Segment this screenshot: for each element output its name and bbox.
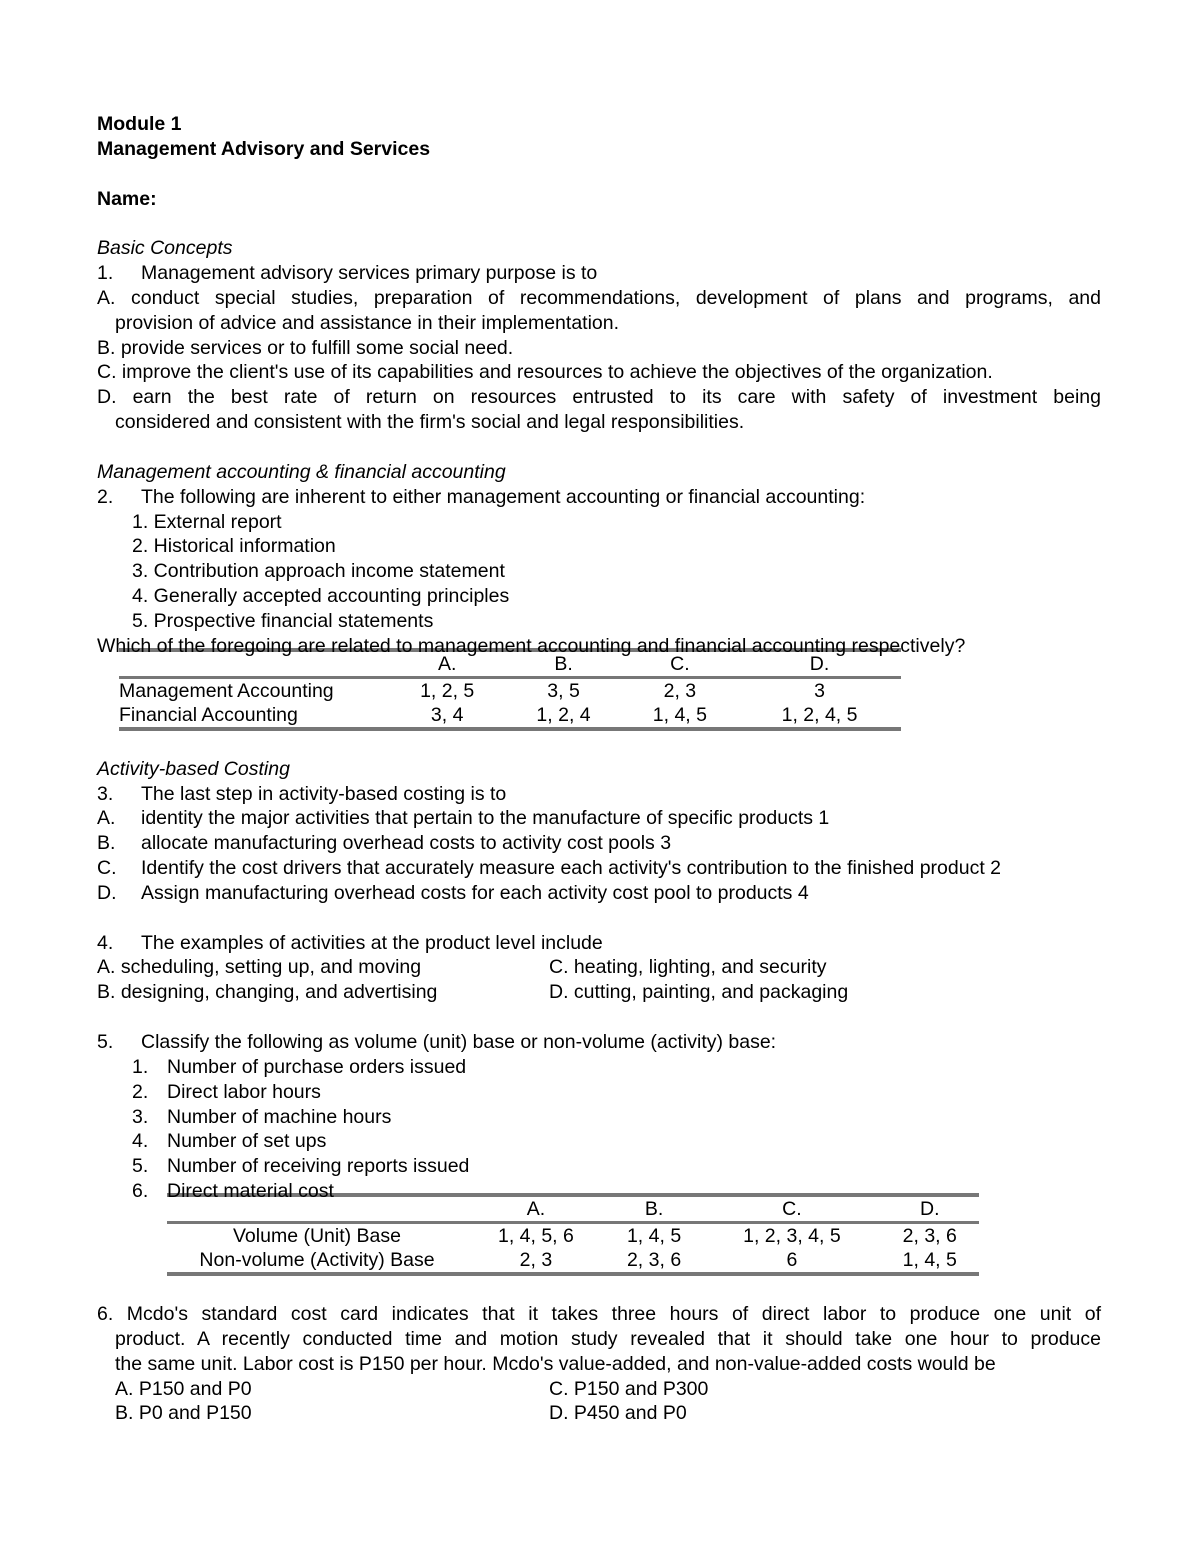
text: Assign manufacturing overhead costs for each activity cost pool to products 4 bbox=[141, 881, 809, 904]
option-d-cont: considered and consistent with the firm's social and legal responsibilities. bbox=[115, 411, 745, 434]
text: 1, 4, 5 bbox=[652, 703, 707, 726]
module-title: Module 1 bbox=[97, 113, 182, 135]
text: B. bbox=[605, 1195, 703, 1223]
text: 2. bbox=[97, 485, 114, 508]
subject-title: Management Advisory and Services bbox=[97, 137, 431, 160]
text: 1, 2, 4, 5 bbox=[781, 703, 858, 726]
options-row bbox=[97, 1377, 1101, 1402]
section-heading: Management accounting & financial accounting bbox=[97, 460, 506, 483]
option-c: C. improve the client's use of its capabilities and resources to achieve the objectives of the organization. bbox=[97, 361, 993, 384]
list-item bbox=[97, 1105, 1101, 1130]
text: 1, 4, 5 bbox=[902, 1249, 957, 1272]
text: 5. bbox=[97, 1031, 114, 1053]
answer-table bbox=[167, 1193, 979, 1276]
list-item: 3. Contribution approach income statement bbox=[132, 560, 505, 583]
table-row bbox=[167, 1248, 979, 1274]
text: The following are inherent to either management accounting or financial accounting: bbox=[141, 485, 866, 508]
option-a: A. P150 and P0 bbox=[115, 1377, 252, 1400]
list-item bbox=[97, 1080, 1101, 1105]
text: Non-volume (Activity) Base bbox=[199, 1249, 435, 1272]
text: Identify the cost drivers that accurately measure each activity's contribution to the finished product 2 bbox=[141, 857, 1001, 880]
question-4 bbox=[97, 931, 1101, 956]
text: Volume (Unit) Base bbox=[233, 1225, 401, 1248]
question-2 bbox=[97, 485, 1101, 510]
section-heading: Activity-based Costing bbox=[97, 757, 290, 780]
text: Management advisory services primary purpose is to bbox=[141, 262, 598, 285]
question-1 bbox=[97, 261, 1101, 286]
option-d bbox=[97, 881, 1101, 906]
text: 2, 3, 6 bbox=[626, 1249, 682, 1272]
text: 1. bbox=[132, 1055, 149, 1078]
question-6-cont: product. A recently conducted time and motion study revealed that it should take one hour to produce bbox=[115, 1327, 1101, 1350]
text: 3. bbox=[132, 1105, 149, 1128]
list-item: 2. Historical information bbox=[132, 535, 336, 558]
list-item bbox=[97, 1055, 1101, 1080]
text: A. bbox=[389, 650, 505, 678]
text: 6 bbox=[786, 1249, 798, 1272]
text: identity the major activities that pertain to the manufacture of specific products 1 bbox=[141, 807, 830, 830]
table-row bbox=[167, 1223, 979, 1249]
options-row bbox=[97, 955, 1101, 980]
text: A. bbox=[97, 807, 116, 830]
option-b: B. designing, changing, and advertising bbox=[97, 981, 438, 1004]
text: C. bbox=[703, 1195, 880, 1223]
text: The examples of activities at the product level include bbox=[141, 931, 603, 954]
text: 3, 5 bbox=[547, 679, 580, 702]
text: 1, 2, 3, 4, 5 bbox=[743, 1225, 841, 1248]
text: 3 bbox=[814, 679, 825, 702]
text: 2, 3 bbox=[519, 1249, 553, 1272]
text: 2, 3, 6 bbox=[902, 1225, 957, 1248]
text: Number of set ups bbox=[167, 1130, 327, 1153]
option-b: B. provide services or to fulfill some social need. bbox=[97, 336, 514, 359]
text: 2, 3 bbox=[663, 679, 697, 702]
text: Classify the following as volume (unit) base or non-volume (activity) base: bbox=[141, 1031, 777, 1053]
document-body bbox=[97, 112, 1101, 1426]
text: 6. bbox=[132, 1180, 149, 1203]
list-item: 5. Prospective financial statements bbox=[132, 609, 434, 632]
text: Number of machine hours bbox=[167, 1105, 392, 1128]
text: D. bbox=[881, 1195, 979, 1223]
option-c: C. P150 and P300 bbox=[549, 1377, 709, 1400]
option-c: C. heating, lighting, and security bbox=[549, 956, 827, 979]
option-b: B. P0 and P150 bbox=[115, 1402, 252, 1425]
text: 4. bbox=[132, 1130, 149, 1153]
option-a bbox=[97, 806, 1101, 831]
text: 1, 4, 5 bbox=[626, 1225, 682, 1248]
text: C. bbox=[97, 857, 117, 880]
text: B. bbox=[505, 650, 621, 678]
text: D. bbox=[738, 650, 901, 678]
list-item: 1. External report bbox=[132, 510, 282, 533]
option-d: D. P450 and P0 bbox=[549, 1402, 687, 1425]
option-d: D. earn the best rate of return on resources entrusted to its care with safety of investment being bbox=[97, 386, 1101, 409]
options-row bbox=[97, 980, 1101, 1005]
option-d: D. cutting, painting, and packaging bbox=[549, 981, 849, 1004]
options-row bbox=[97, 1401, 1101, 1426]
option-a-cont: provision of advice and assistance in their implementation. bbox=[115, 311, 620, 334]
text: 1, 2, 4 bbox=[536, 703, 591, 726]
text: Direct labor hours bbox=[167, 1080, 321, 1103]
text: Financial Accounting bbox=[119, 703, 298, 726]
question-5 bbox=[97, 1030, 1101, 1055]
text: 3. bbox=[97, 782, 114, 805]
text: C. bbox=[622, 650, 738, 678]
list-item: 4. Generally accepted accounting principles bbox=[132, 585, 510, 608]
table-row bbox=[119, 677, 901, 703]
option-b bbox=[97, 831, 1101, 856]
table-row bbox=[119, 703, 901, 729]
text: Direct material cost bbox=[167, 1180, 334, 1203]
text: D. bbox=[97, 881, 117, 904]
section-heading: Basic Concepts bbox=[97, 237, 233, 260]
text: Number of purchase orders issued bbox=[167, 1055, 467, 1078]
text: B. bbox=[97, 832, 116, 855]
option-c bbox=[97, 856, 1101, 881]
text: Management Accounting bbox=[119, 679, 334, 702]
list-item bbox=[97, 1179, 1101, 1203]
text: The last step in activity-based costing is to bbox=[141, 782, 507, 805]
text: 1, 2, 5 bbox=[420, 679, 475, 702]
name-label: Name: bbox=[97, 187, 157, 210]
list-item bbox=[97, 1154, 1101, 1179]
option-a: A. scheduling, setting up, and moving bbox=[97, 956, 422, 979]
text: 1. bbox=[97, 262, 114, 285]
question-6: 6. Mcdo's standard cost card indicates that it takes three hours of direct labor to produce one unit of bbox=[97, 1303, 1101, 1326]
text: allocate manufacturing overhead costs to activity cost pools 3 bbox=[141, 832, 672, 855]
question-6-cont: the same unit. Labor cost is P150 per hour. Mcdo's value-added, and non-value-added costs would be bbox=[115, 1352, 996, 1375]
text: Number of receiving reports issued bbox=[167, 1155, 470, 1178]
question-3 bbox=[97, 782, 1101, 807]
text: 2. bbox=[132, 1080, 149, 1103]
question-2-prompt: Which of the foregoing are related to management accounting and financial accounting respectively? bbox=[97, 634, 966, 657]
answer-table bbox=[119, 648, 901, 731]
text: 4. bbox=[97, 931, 114, 954]
text: 3, 4 bbox=[430, 703, 464, 726]
text: A. bbox=[467, 1195, 605, 1223]
option-a: A. conduct special studies, preparation of recommendations, development of plans and programs, and bbox=[97, 286, 1101, 309]
text: 1, 4, 5, 6 bbox=[497, 1225, 574, 1248]
list-item bbox=[97, 1129, 1101, 1154]
text: 5. bbox=[132, 1155, 149, 1178]
